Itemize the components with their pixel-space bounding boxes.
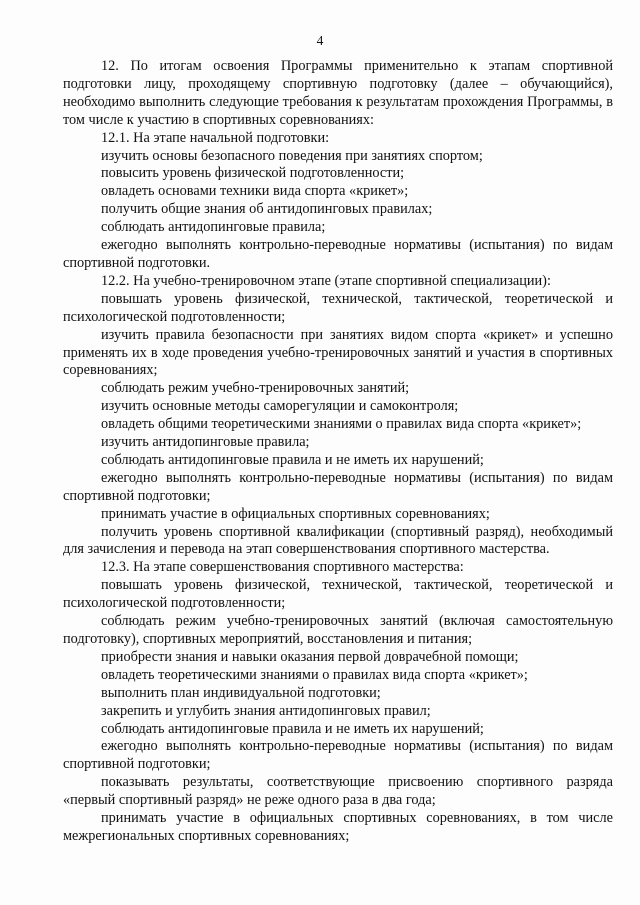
list-item: овладеть теоретическими знаниями о правилах вида спорта «крикет»; xyxy=(101,666,528,683)
list-item: показывать результаты, соответствующие присвоению спортивного разряда «первый спортивный разряд» не реже одного раза в два года; xyxy=(63,774,613,809)
list-item: соблюдать режим учебно-тренировочных занятий; xyxy=(101,380,410,397)
list-item: закрепить и углубить знания антидопинговых правил; xyxy=(101,702,431,719)
list-item: изучить правила безопасности при занятиях видом спорта «крикет» и успешно применять их в ходе проведения учебно-тренировочных занятий и участия в спортивных соревнованиях; xyxy=(63,326,613,379)
list-item: повышать уровень физической, технической, тактической, теоретической и психологической подготовленности; xyxy=(63,577,613,612)
list-item: овладеть общими теоретическими знаниями о правилах вида спорта «крикет»; xyxy=(101,416,582,433)
section-heading: 12.3. На этапе совершенствования спортивного мастерства: xyxy=(101,559,464,576)
list-item: выполнить план индивидуальной подготовки; xyxy=(101,684,381,701)
list-item: соблюдать антидопинговые правила и не иметь их нарушений; xyxy=(101,720,484,737)
page-number: 4 xyxy=(316,33,324,48)
list-item: приобрести знания и навыки оказания первой доврачебной помощи; xyxy=(101,648,519,665)
list-item: ежегодно выполнять контрольно-переводные нормативы (испытания) по видам спортивной подготовки. xyxy=(63,237,613,271)
list-item: изучить основные методы саморегуляции и самоконтроля; xyxy=(101,398,459,415)
list-item: изучить антидопинговые правила; xyxy=(101,434,310,451)
list-item: соблюдать антидопинговые правила и не иметь их нарушений; xyxy=(101,451,484,468)
list-item: принимать участие в официальных спортивных соревнованиях, в том числе межрегиональных спортивных соревнованиях; xyxy=(63,810,613,844)
list-item: соблюдать антидопинговые правила; xyxy=(101,219,326,236)
list-item: овладеть основами техники вида спорта «крикет»; xyxy=(101,183,409,200)
paragraph: 12. По итогам освоения Программы применительно к этапам спортивной подготовки лицу, проходящему спортивную подготовку (далее – обучающийся), необходимо выполнить следующие требования к результатам прохождения Программы, в том числе к участию в спортивных соревнованиях: xyxy=(63,58,613,128)
list-item: принимать участие в официальных спортивных соревнованиях; xyxy=(101,505,490,522)
section-heading: 12.2. На учебно-тренировочном этапе (этапе спортивной специализации): xyxy=(101,272,551,289)
list-item: соблюдать режим учебно-тренировочных занятий (включая самостоятельную подготовку), спортивных мероприятий, восстановления и питания; xyxy=(63,613,613,647)
list-item: повысить уровень физической подготовленности; xyxy=(101,165,405,182)
list-item: получить уровень спортивной квалификации (спортивный разряд), необходимый для зачисления и перевода на этап совершенствования спортивного мастерства. xyxy=(63,523,613,558)
list-item: получить общие знания об антидопинговых правилах; xyxy=(101,201,433,218)
list-item: повышать уровень физической, технической, тактической, теоретической и психологической подготовленности; xyxy=(63,290,613,325)
list-item: ежегодно выполнять контрольно-переводные нормативы (испытания) по видам спортивной подготовки; xyxy=(63,469,613,504)
list-item: ежегодно выполнять контрольно-переводные нормативы (испытания) по видам спортивной подготовки; xyxy=(63,738,613,773)
list-item: изучить основы безопасного поведения при занятиях спортом; xyxy=(101,147,483,164)
document-body xyxy=(63,58,613,846)
section-heading: 12.1. На этапе начальной подготовки: xyxy=(101,129,330,146)
